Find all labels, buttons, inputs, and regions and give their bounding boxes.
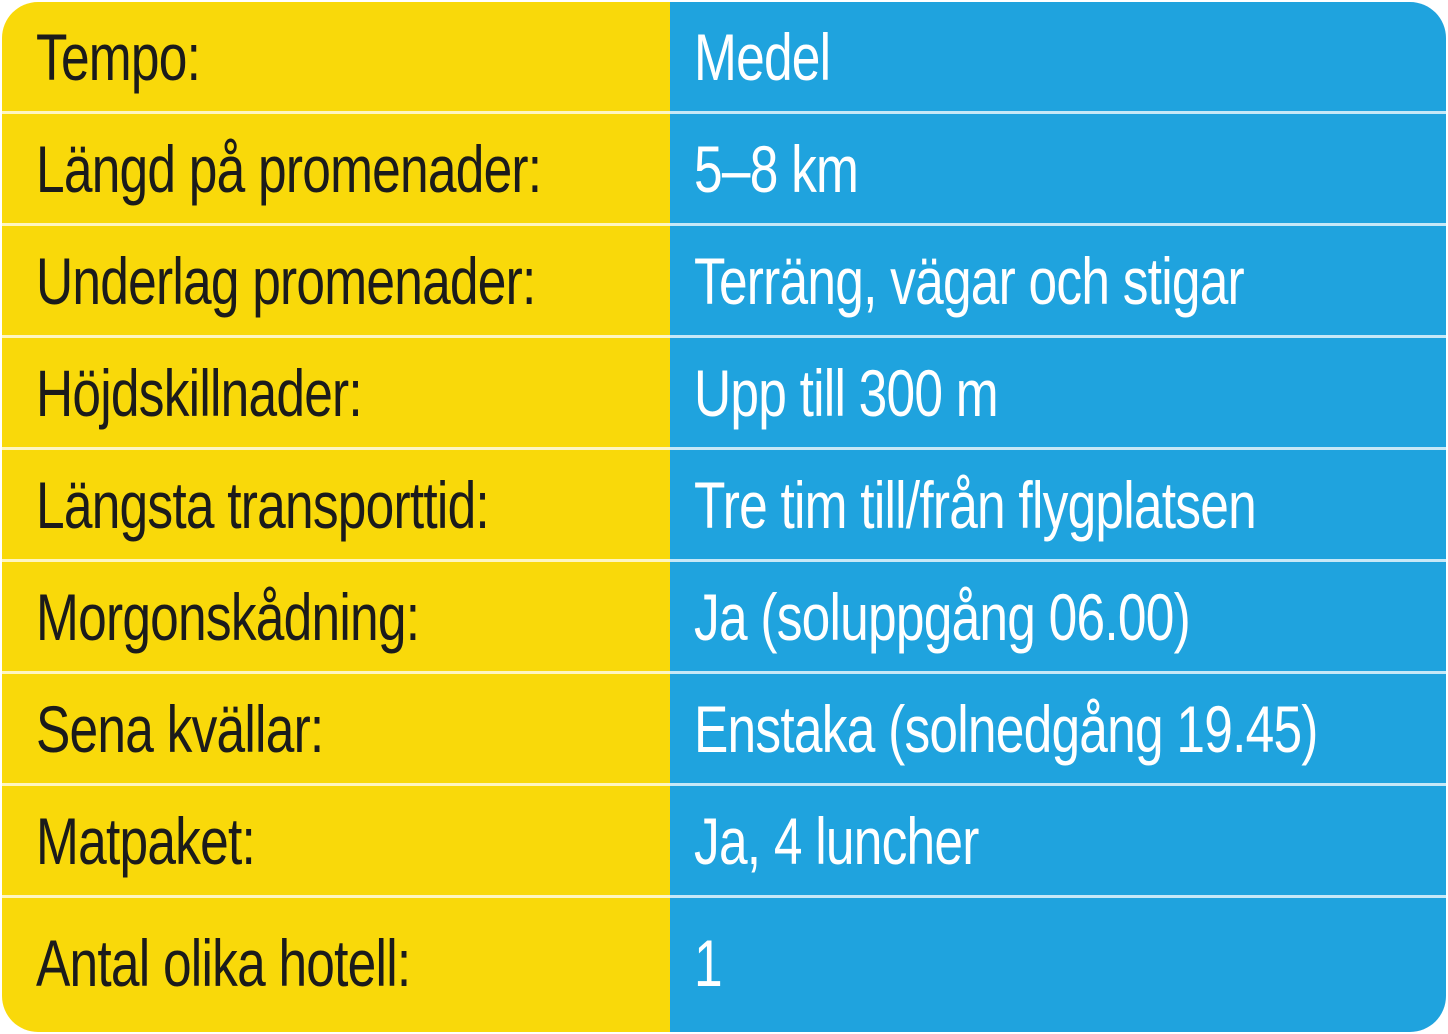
fact-value: Enstaka (solnedgång 19.45)	[694, 691, 1318, 766]
fact-label: Sena kvällar:	[36, 691, 324, 766]
fact-label: Längd på promenader:	[36, 131, 542, 206]
fact-row-tempo	[2, 2, 1446, 114]
fact-value: Ja (soluppgång 06.00)	[694, 579, 1190, 654]
fact-row-elevation	[2, 338, 1446, 450]
fact-row-walk-surface	[2, 226, 1446, 338]
fact-row-packed-lunch	[2, 786, 1446, 898]
fact-label: Antal olika hotell:	[36, 925, 411, 1000]
fact-label: Matpaket:	[36, 803, 256, 878]
fact-label: Underlag promenader:	[36, 243, 536, 318]
fact-label: Tempo:	[36, 19, 201, 94]
fact-value: Ja, 4 luncher	[694, 803, 979, 878]
fact-value: Tre tim till/från flygplatsen	[694, 467, 1256, 542]
fact-row-hotel-count	[2, 898, 1446, 1027]
fact-value: 1	[694, 925, 722, 1000]
trip-facts-card	[2, 2, 1446, 1032]
fact-row-morning-watch	[2, 562, 1446, 674]
fact-row-late-evenings	[2, 674, 1446, 786]
fact-label: Höjdskillnader:	[36, 355, 362, 430]
fact-label: Morgonskådning:	[36, 579, 420, 654]
fact-value: Terräng, vägar och stigar	[694, 243, 1244, 318]
fact-value: Medel	[694, 19, 831, 94]
fact-row-walk-length	[2, 114, 1446, 226]
fact-value: Upp till 300 m	[694, 355, 998, 430]
fact-row-transport-time	[2, 450, 1446, 562]
fact-value: 5–8 km	[694, 131, 859, 206]
fact-label: Längsta transporttid:	[36, 467, 489, 542]
